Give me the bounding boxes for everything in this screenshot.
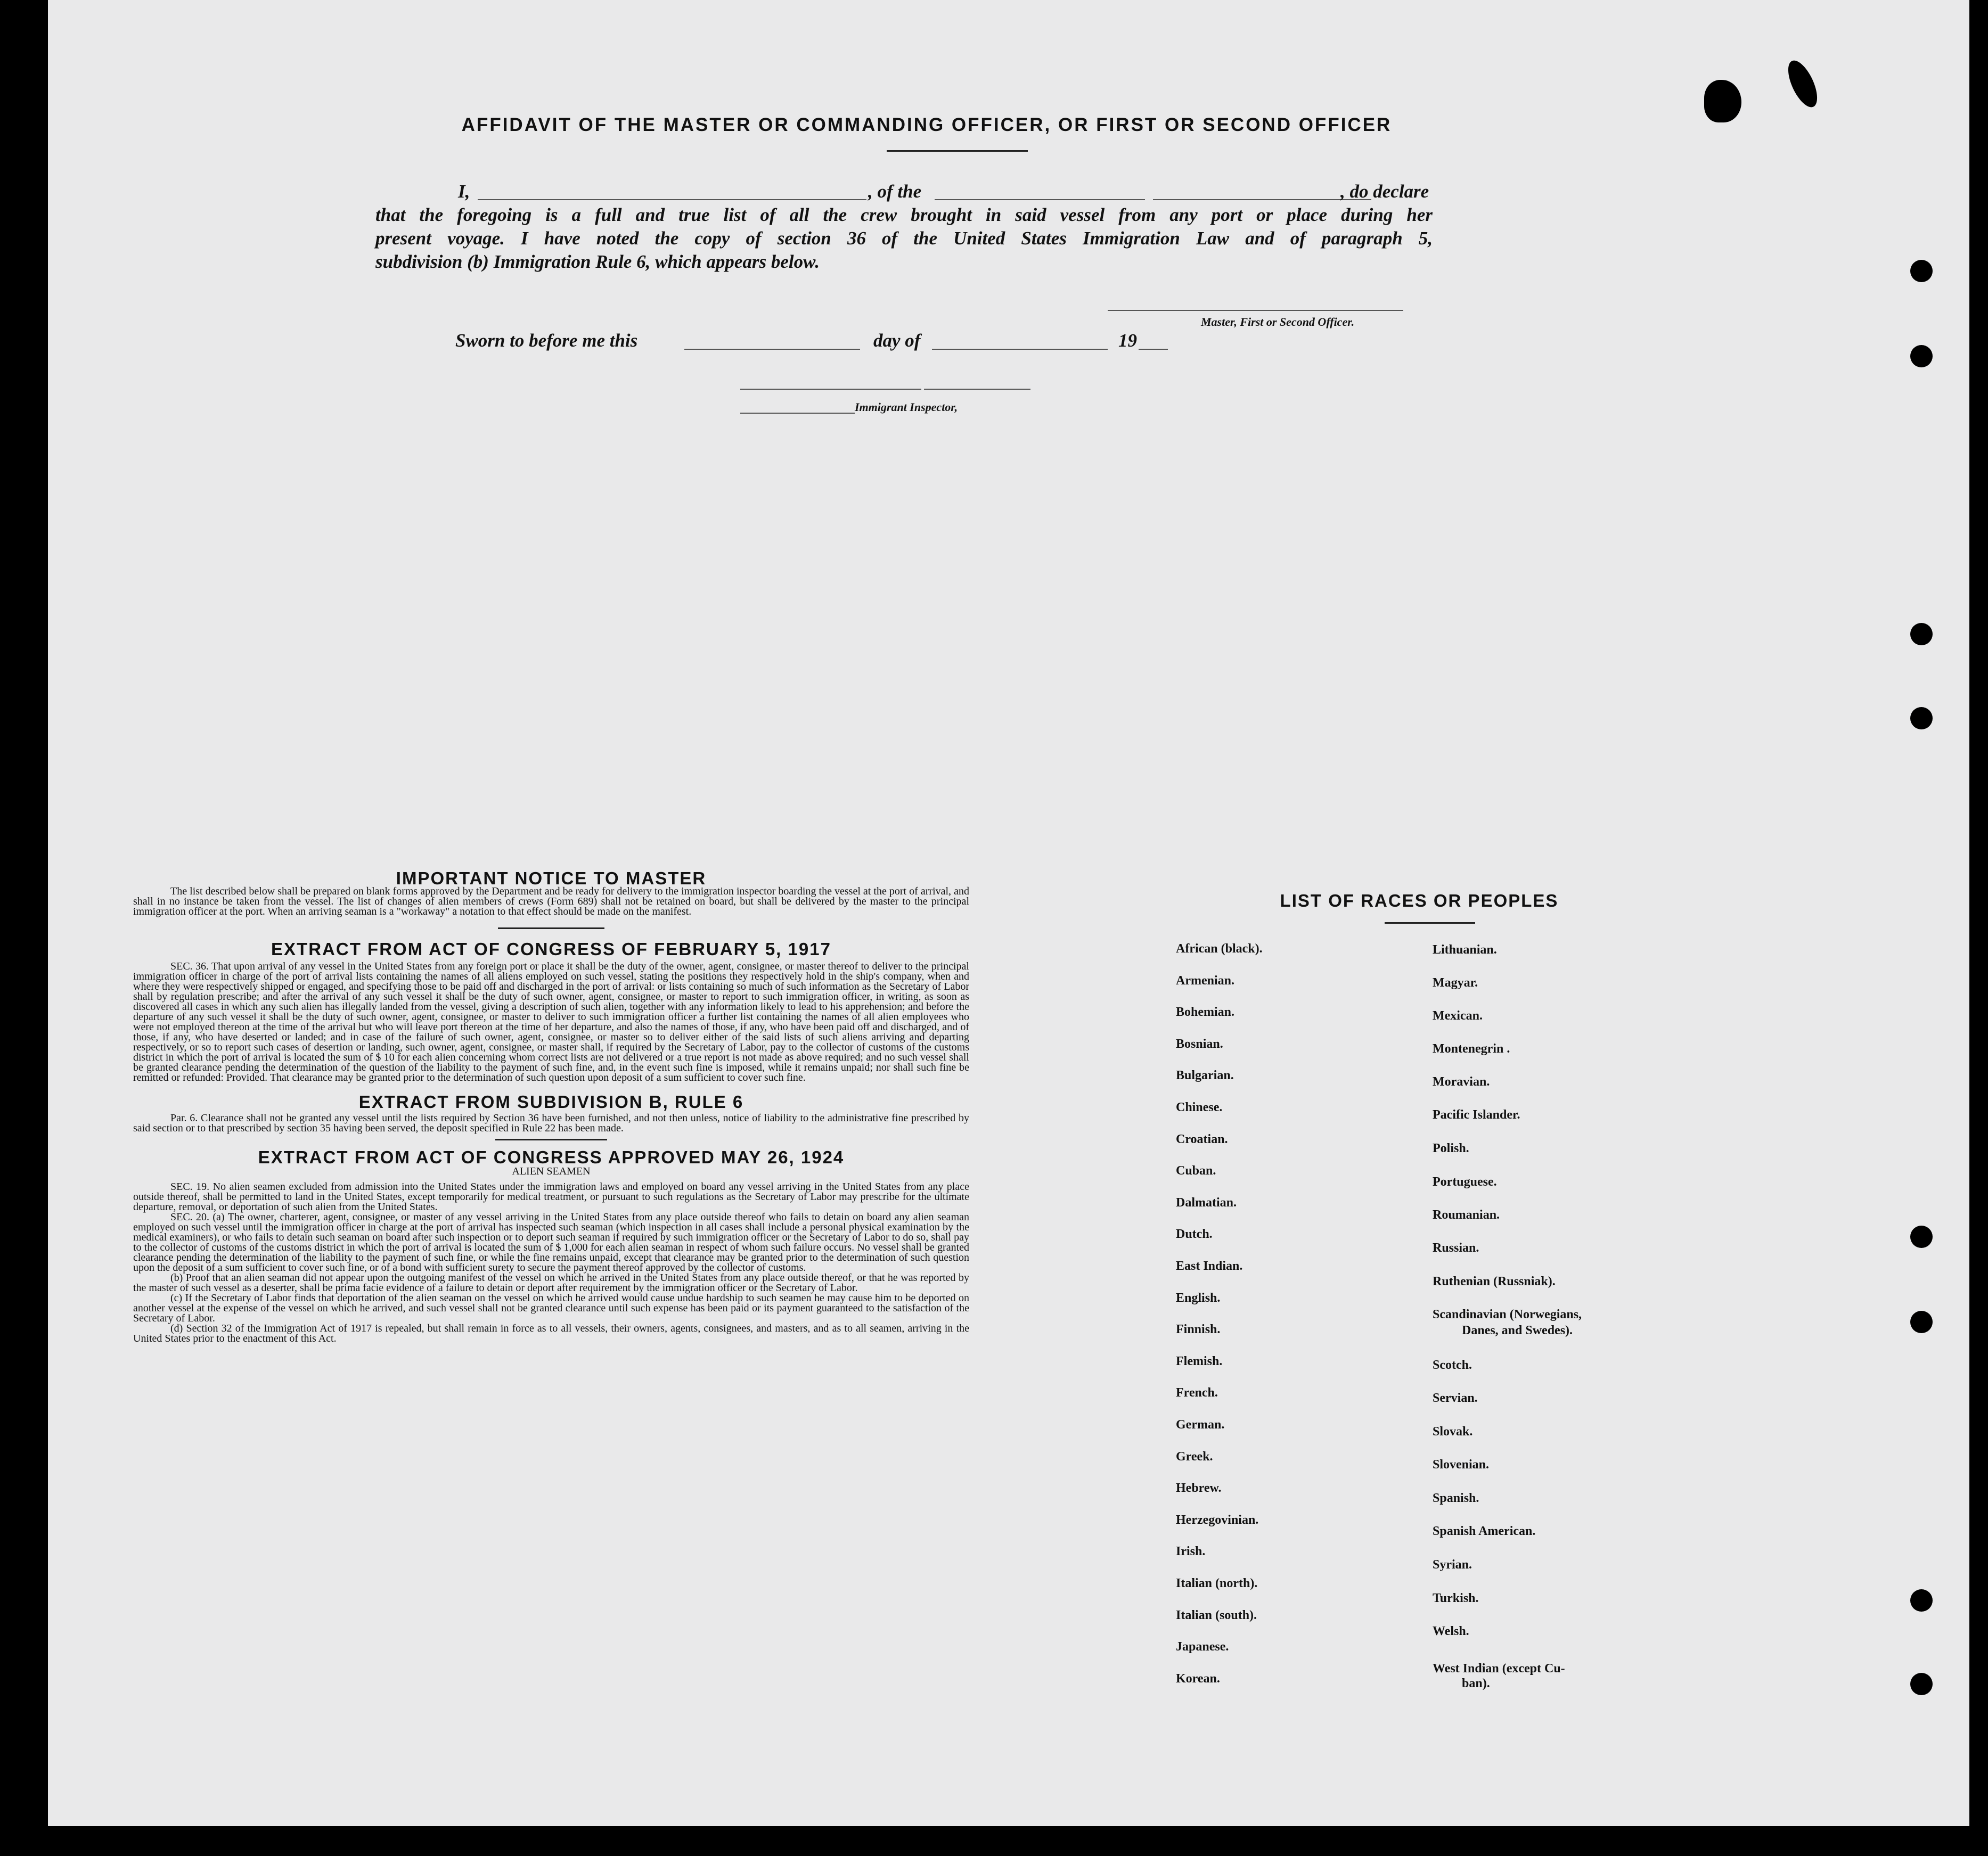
affidavit-i: I,: [458, 181, 470, 202]
inspector-caption: Immigrant Inspector,: [855, 400, 958, 414]
race-item: Bohemian.: [1176, 1005, 1235, 1019]
race-item: Herzegovinian.: [1176, 1513, 1259, 1527]
race-item: Japanese.: [1176, 1640, 1229, 1654]
extract-1924-sec20b: (b) Proof that an alien seaman did not appear upon the outgoing manifest of the vessel on which he arrived in the United States from any place outside thereof, or that he was reported by the master of such vessel as a deserter, shall be prima facie evidence of a failure to detain or deport after requirement by the immigration officer or the Secretary of Labor.: [133, 1272, 969, 1294]
race-item: West Indian (except Cu-: [1433, 1662, 1565, 1676]
race-item: Ruthenian (Russniak).: [1433, 1275, 1556, 1288]
race-item: Bosnian.: [1176, 1037, 1223, 1051]
punch-hole: [1910, 345, 1933, 367]
race-item: Servian.: [1433, 1391, 1478, 1405]
race-item: Bulgarian.: [1176, 1069, 1234, 1082]
race-item: German.: [1176, 1418, 1225, 1432]
sworn-month-blank: [932, 349, 1108, 350]
race-item: Pacific Islander.: [1433, 1108, 1520, 1122]
race-item: Armenian.: [1176, 974, 1234, 988]
ink-blot: [1704, 80, 1741, 122]
race-item: Slovak.: [1433, 1425, 1473, 1439]
sworn-day-blank: [684, 349, 860, 350]
inspector-line-1: [740, 389, 921, 390]
race-item: Magyar.: [1433, 976, 1478, 990]
divider: [495, 1139, 607, 1140]
punch-hole: [1910, 707, 1933, 729]
day-of-text: day of: [873, 330, 921, 351]
vessel-blank-2: [1153, 199, 1371, 200]
race-item: French.: [1176, 1386, 1218, 1400]
race-item: Irish.: [1176, 1545, 1206, 1558]
master-signature-line: [1108, 310, 1403, 311]
race-item: Italian (south).: [1176, 1608, 1257, 1622]
race-item: Polish.: [1433, 1141, 1469, 1155]
race-item: Scotch.: [1433, 1358, 1472, 1372]
races-title: LIST OF RACES OR PEOPLES: [1280, 891, 1559, 910]
race-item: ban).: [1462, 1677, 1490, 1690]
race-item: Chinese.: [1176, 1101, 1223, 1114]
punch-hole: [1910, 623, 1933, 645]
punch-hole: [1910, 1226, 1933, 1248]
sworn-text: Sworn to before me this: [455, 330, 638, 351]
extract-1917-title: EXTRACT FROM ACT OF CONGRESS OF FEBRUARY 5, 1917: [271, 939, 831, 959]
extract-rule6-title: EXTRACT FROM SUBDIVISION B, RULE 6: [358, 1092, 744, 1112]
extract-1924-sec20a: SEC. 20. (a) The owner, charterer, agent, consignee, or master of any vessel arriving in the United States from any place outside thereof who fails to detain on board any alien seaman employed on such vessel until the immigration officer in charge at the port of arrival has inspected such seaman (which inspection in all cases shall include a personal physical examination by the medical examiners), or who fails to detain such seaman on board after such inspection or to deport such seaman if required by such immigration officer or the Secretary of Labor to do so, shall pay to the collector of customs of the customs district in which the port of arrival is located the sum of $ 1,000 for each alien seaman in respect of whom such failure occurs. No vessel shall be granted clearance pending the determination of the liability to the payment of such fine, or while the fine remains unpaid, except that clearance may be granted prior to the determination of such question upon the deposit of a sum sufficient to cover such fine, or of a bond with sufficient surety to secure the payment thereof approved by the collector of customs.: [133, 1211, 969, 1274]
extract-1924-sec19: SEC. 19. No alien seamen excluded from admission into the United States under the immigration laws and employed on board any vessel arriving in the United States from any place outside thereof, shall be permitted to land in the United States, except temporarily for medical treatment, or pursuant to such regulations as the Secretary of Labor may prescribe for the ultimate departure, removal, or deportation of such alien from the United States.: [133, 1181, 969, 1213]
race-item: Danes, and Swedes).: [1462, 1324, 1573, 1337]
affidavit-line-3: present voyage. I have noted the copy of section 36 of the United States Immigration Law and of paragraph 5,: [375, 228, 1433, 249]
race-item: Russian.: [1433, 1241, 1479, 1255]
punch-hole: [1910, 260, 1933, 282]
race-item: Syrian.: [1433, 1558, 1472, 1572]
affidavit-line-2: that the foregoing is a full and true list of all the crew brought in said vessel from any port or place during her: [375, 204, 1433, 225]
race-item: Mexican.: [1433, 1009, 1483, 1023]
notice-column: [133, 868, 969, 1344]
affidavit-of-the: , of the: [868, 181, 922, 202]
extract-1924-title: EXTRACT FROM ACT OF CONGRESS APPROVED MAY 26, 1924: [258, 1147, 845, 1167]
races-underline: [1385, 922, 1475, 924]
extract-1917-body: SEC. 36. That upon arrival of any vessel in the United States from any foreign port or place it shall be the duty of the owner, agent, consignee, or master thereof to deliver to the principal immigration officer in charge of the port of arrival lists containing the names of all aliens employed on such vessel, stating the positions they respectively hold in the ship's company, when and where they were respectively shipped or engaged, and specifying those to be paid off and discharged in the port of arrival: or lists containing so much of such information as the Secretary of Labor shall by regulation prescribe; and after the arrival of any such vessel it shall be the duty of such owner, agent, consignee, or master to report to such immigration officer, in writing, as soon as discovered all cases in which any such alien has illegally landed from the vessel, giving a description of such alien, together with any information likely to lead to his apprehension; and before the departure of any such vessel it shall be the duty of such owner, agent, consignee, or master to deliver to such immigration officer a further list containing the names of all alien employees who were not employed thereon at the time of the arrival but who will leave port thereon at the time of her departure, and also the names of those, if any, who have been paid off and discharged, and of those, if any, who have deserted or landed; and in case of the failure of such owner, agent, consignee, or master so to deliver either of the said lists of such aliens arriving and departing respectively, or so to report such cases of desertion or landing, such owner, agent, consignee, or master shall, if required by the Secretary of Labor, pay to the collector of customs of the customs district in which the port of arrival is located the sum of $ 10 for each alien concerning whom correct lists are not delivered or a true report is not made as above required; and no such vessel shall be granted clearance pending the determination of the question of the liability to the payment of such fine, and, in the event such fine is imposed, while it remains unpaid; nor shall such fine be remitted or refunded: Provided. That clearance may be granted prior to the determination of such question upon deposit of a sum sufficient to cover such fine.: [133, 960, 969, 1083]
name-blank: [478, 199, 866, 200]
race-item: Spanish.: [1433, 1491, 1479, 1505]
year-blank: [1139, 349, 1168, 350]
vessel-blank-1: [935, 199, 1145, 200]
notice-body: The list described below shall be prepared on blank forms approved by the Department and be ready for delivery to the immigration inspector boarding the vessel at the port of arrival, and shall in no instance be taken from the vessel. The list of changes of alien members of crews (Form 689) shall not be retained on board, but shall be delivered by the master to the principal immigration officer at the port. When an arriving seaman is a "workaway" a notation to that effect should be made on the manifest.: [133, 885, 969, 917]
race-item: Montenegrin .: [1433, 1042, 1510, 1056]
race-item: Roumanian.: [1433, 1208, 1500, 1222]
extract-rule6-body: Par. 6. Clearance shall not be granted any vessel until the lists required by Section 36 have been furnished, and not then unless, notice of liability to the administrative fine prescribed by said section or to that prescribed by section 35 having been served, the deposit specified in Rule 22 has been made.: [133, 1112, 969, 1134]
race-item: English.: [1176, 1291, 1221, 1305]
affidavit-do-declare: , do declare: [1340, 181, 1429, 202]
race-item: Lithuanian.: [1433, 943, 1497, 957]
extract-1924-sec20c: (c) If the Secretary of Labor finds that deportation of the alien seaman on the vessel on which he arrived would cause undue hardship to such seamen he may cause him to be deported on another vessel at the expense of the vessel on which he arrived, and such vessel shall not be granted clearance until such expense has been paid or its payment guaranteed to the satisfaction of the Secretary of Labor.: [133, 1292, 969, 1324]
punch-hole: [1910, 1311, 1933, 1333]
race-item: Portuguese.: [1433, 1175, 1497, 1189]
race-item: Spanish American.: [1433, 1524, 1536, 1538]
race-item: Flemish.: [1176, 1354, 1223, 1368]
inspector-line-3: [740, 413, 855, 414]
race-item: Turkish.: [1433, 1591, 1479, 1605]
race-item: Korean.: [1176, 1672, 1220, 1686]
race-item: Italian (north).: [1176, 1576, 1258, 1590]
notice-title: IMPORTANT NOTICE TO MASTER: [396, 868, 707, 888]
inspector-line-2: [924, 389, 1030, 390]
race-item: East Indian.: [1176, 1259, 1243, 1273]
ink-blot: [1782, 56, 1823, 111]
alien-seamen-heading: ALIEN SEAMEN: [512, 1165, 591, 1177]
race-item: Dalmatian.: [1176, 1196, 1237, 1210]
race-item: African (black).: [1176, 942, 1263, 956]
document-page: [48, 0, 1969, 1826]
race-item: Moravian.: [1433, 1075, 1490, 1089]
affidavit-title: AFFIDAVIT OF THE MASTER OR COMMANDING OFFICER, OR FIRST OR SECOND OFFICER: [461, 114, 1392, 135]
punch-hole: [1910, 1673, 1933, 1695]
race-item: Slovenian.: [1433, 1458, 1490, 1472]
race-item: Dutch.: [1176, 1227, 1213, 1241]
race-item: Greek.: [1176, 1450, 1213, 1464]
affidavit-declaration: [375, 180, 1433, 274]
race-item: Hebrew.: [1176, 1481, 1222, 1495]
race-item: Croatian.: [1176, 1132, 1228, 1146]
race-item: Cuban.: [1176, 1164, 1216, 1178]
title-underline: [887, 150, 1028, 152]
punch-hole: [1910, 1589, 1933, 1612]
master-caption: Master, First or Second Officer.: [1201, 315, 1355, 329]
divider: [498, 927, 604, 929]
race-item: Scandinavian (Norwegians,: [1433, 1308, 1582, 1321]
race-item: Welsh.: [1433, 1624, 1469, 1638]
year-prefix: 19: [1118, 330, 1137, 351]
extract-1924-sec20d: (d) Section 32 of the Immigration Act of 1917 is repealed, but shall remain in force as to all vessels, their owners, agents, consignees, and masters, and as to all seamen, arriving in the United States prior to the enactment of this Act.: [133, 1323, 969, 1344]
affidavit-line-4: subdivision (b) Immigration Rule 6, which appears below.: [375, 251, 820, 272]
race-item: Finnish.: [1176, 1323, 1221, 1336]
